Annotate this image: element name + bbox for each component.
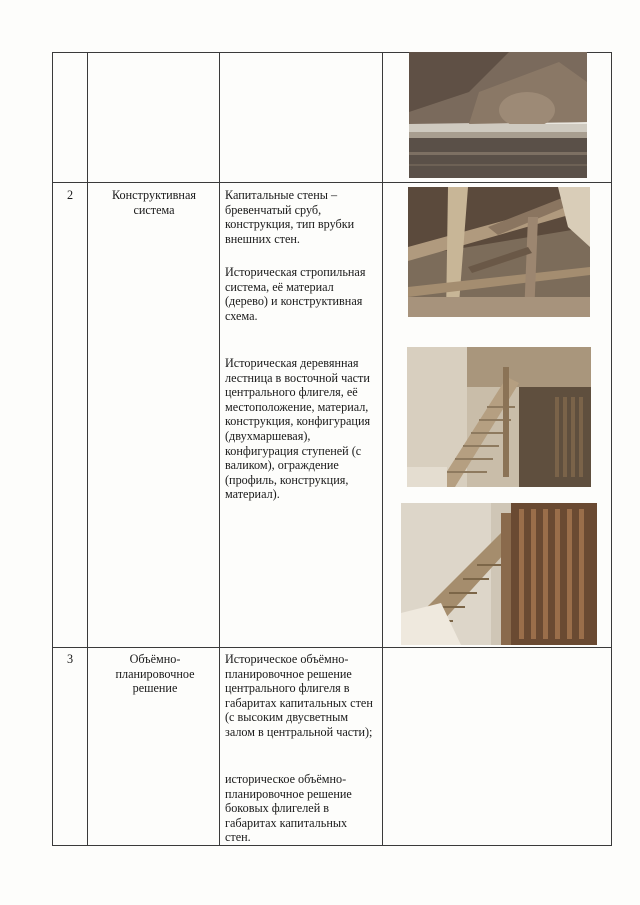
- row-divider: [52, 647, 612, 648]
- photo-staircase-view-2: [401, 503, 597, 645]
- column-divider: [87, 52, 88, 846]
- row-divider: [52, 182, 612, 183]
- column-divider: [219, 52, 220, 846]
- row-description: [225, 652, 375, 740]
- row-number: 2: [66, 188, 74, 202]
- table-bottom-border: [52, 845, 612, 846]
- row-name: Объёмно-планировочное решение: [115, 652, 195, 696]
- table-right-border: [611, 52, 612, 846]
- row-name: Конструктивная система: [112, 188, 196, 217]
- description-paragraph: Историческая деревянная лестница в восточной части центрального флигеля, её местоположение, материал, конструкция, конфигурация (двухмаршевая), конфигурация ступеней (с валиком), ограждение (профиль, конструкция, материал).: [225, 356, 371, 502]
- row-description: [225, 265, 377, 323]
- photo-rafter-system: [408, 187, 590, 317]
- row-number: 3: [66, 652, 74, 666]
- row-description: [225, 188, 377, 246]
- description-paragraph: Историческое объёмно-планировочное решение центрального флигеля в габаритах капитальных стен (с высоким двусветным залом в центральной части);: [225, 652, 373, 739]
- row-description: [225, 772, 375, 845]
- table-left-border: [52, 52, 53, 846]
- photo-roof-eaves: [409, 52, 587, 178]
- description-paragraph: Капитальные стены – бревенчатый сруб, конструкция, тип врубки внешних стен.: [225, 188, 355, 246]
- column-divider: [382, 52, 383, 846]
- photo-staircase-view-1: [407, 347, 591, 487]
- description-paragraph: Историческая стропильная система, её материал (дерево) и конструктивная схема.: [225, 265, 366, 323]
- row-description: [225, 356, 377, 502]
- description-paragraph: историческое объёмно-планировочное решение боковых флигелей в габаритах капитальных стен.: [225, 772, 352, 845]
